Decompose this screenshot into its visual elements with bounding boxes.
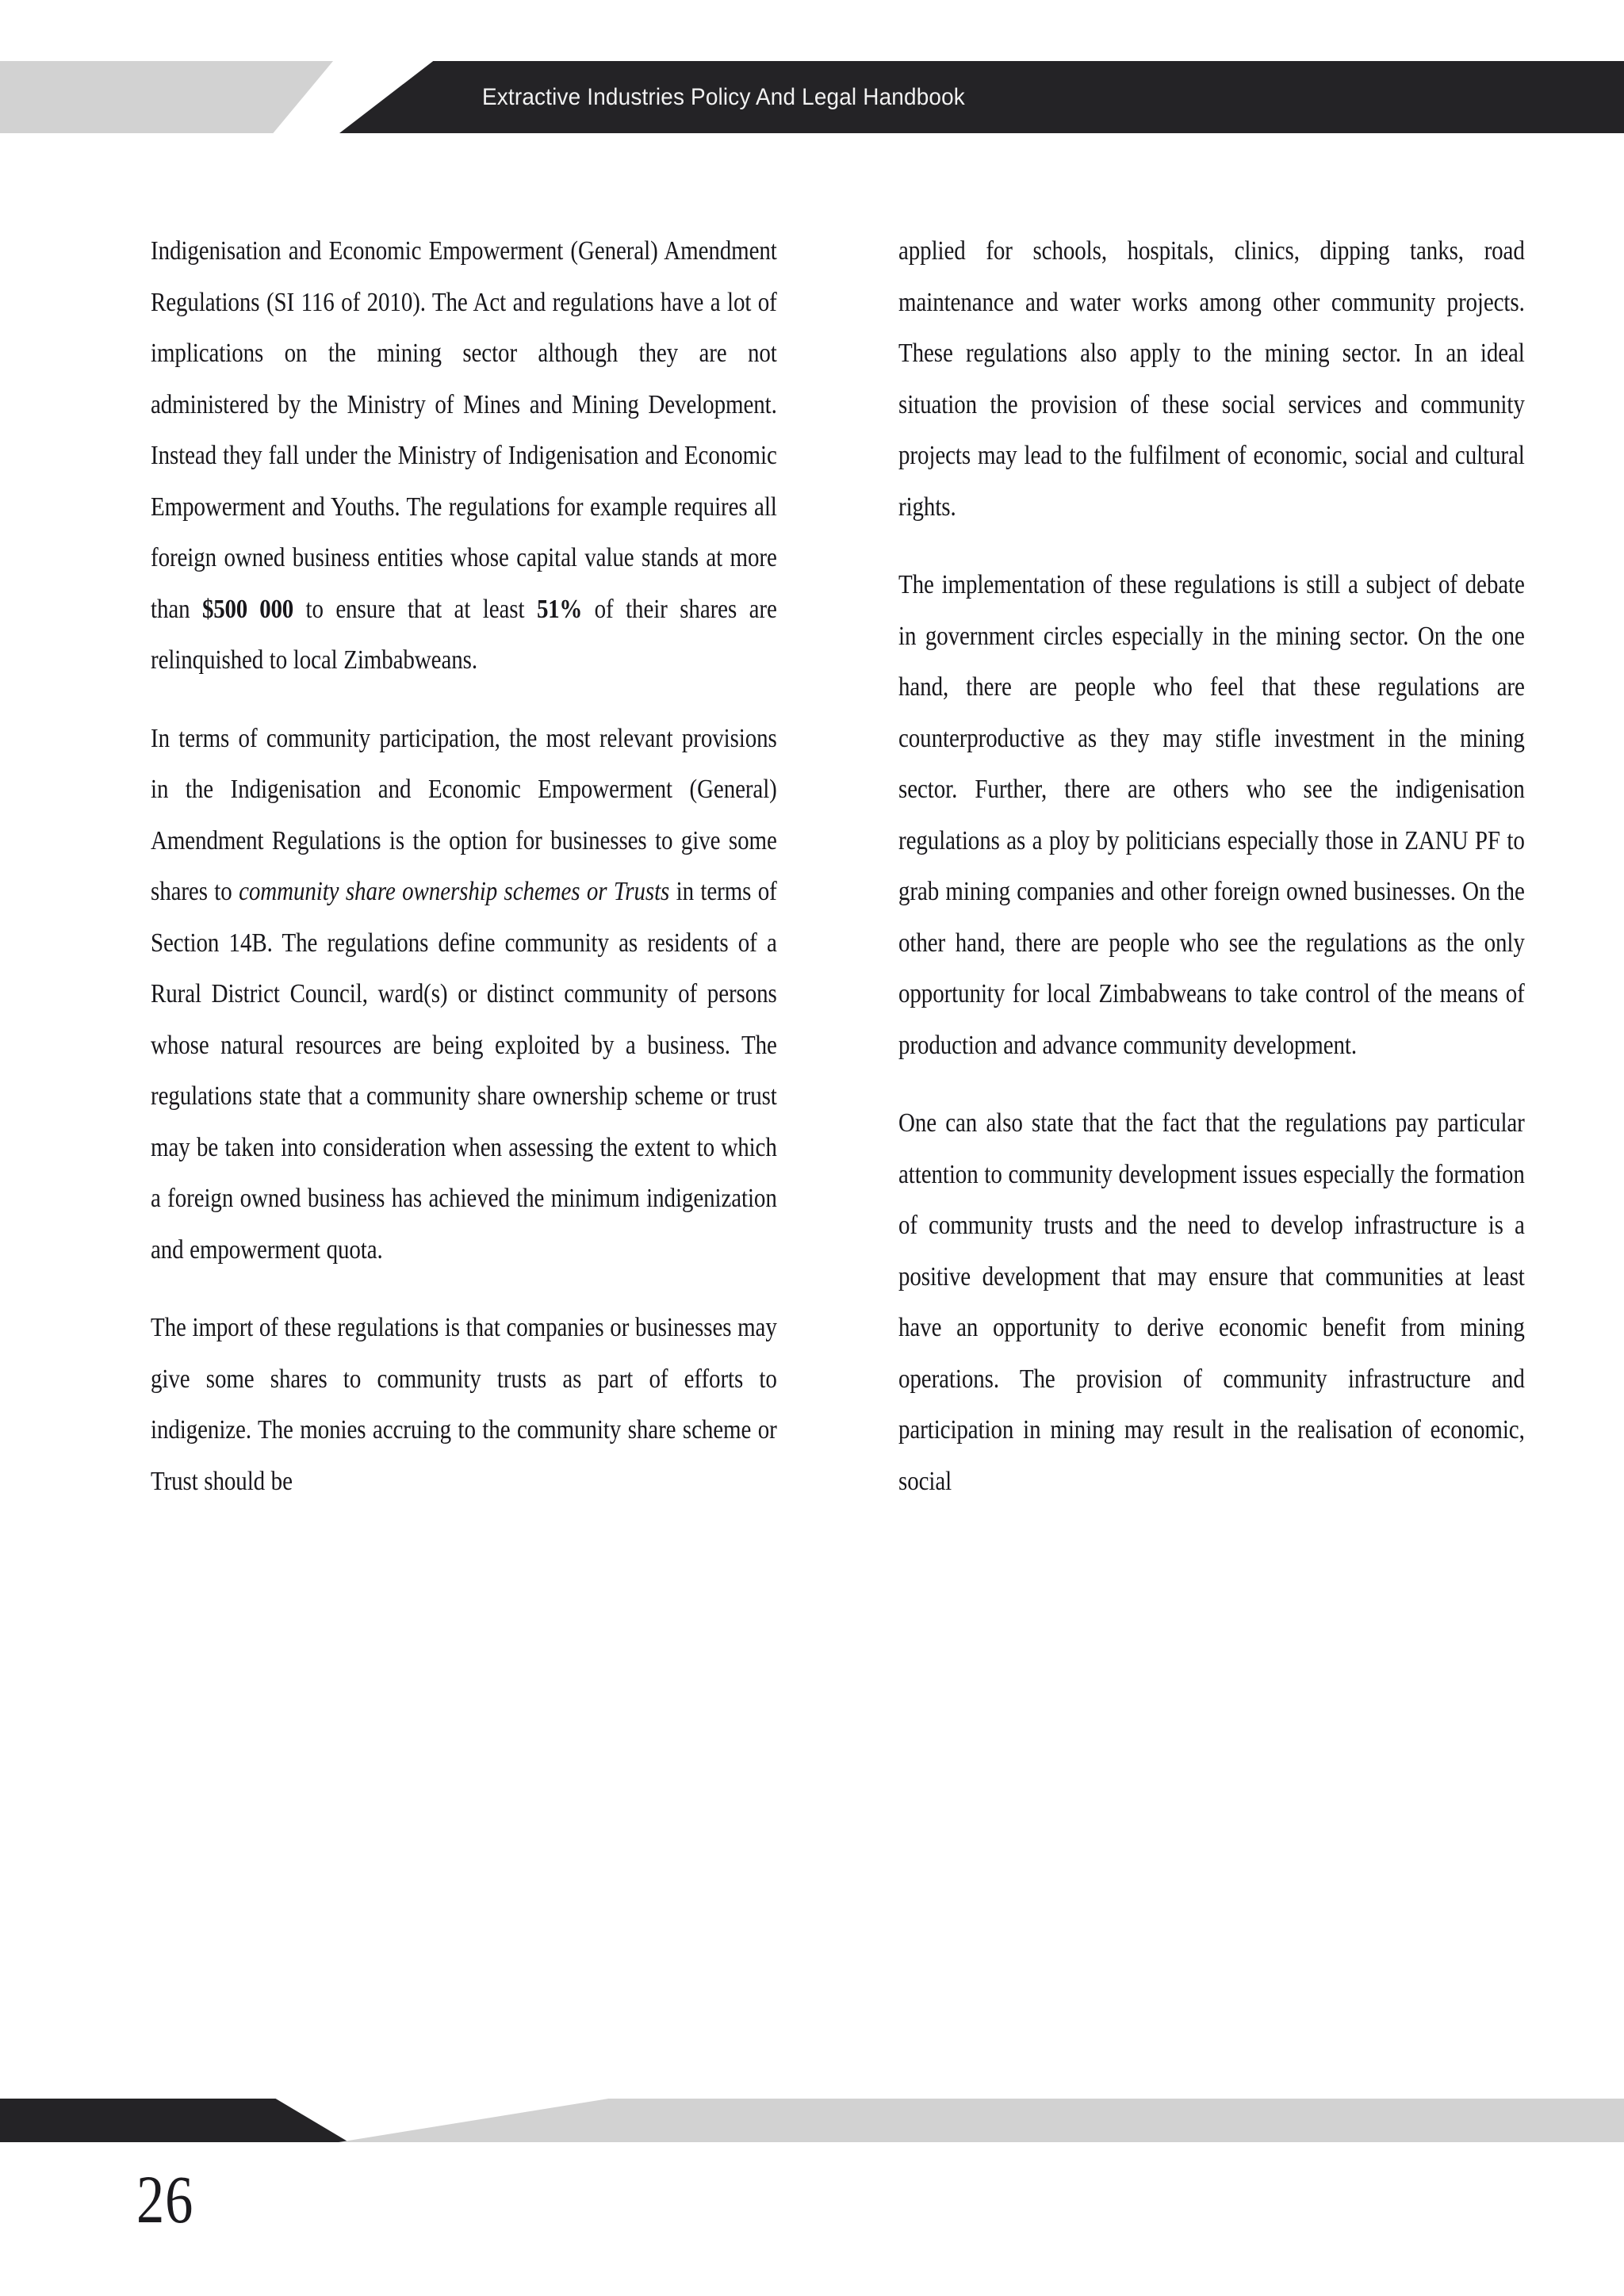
paragraph-right-2: The implementation of these regulations is still a subject of debate in government circles especially in the mining sector. On the one hand, there are people who feel that these regulations are counterproductive as they may stifle investment in the mining sector. Further, there are others who see the indigenisation regulations as a ploy by politicians especially those in ZANU PF to grab mining companies and other foreign owned businesses. On the other hand, there are people who see the regulations as the only opportunity for local Zimbabweans to take control of the means of production and advance community development.: [898, 570, 1525, 1060]
text-column-left: [151, 226, 777, 1507]
capital-value-amount: $500 000: [202, 594, 293, 624]
paragraph-left-3: The import of these regulations is that companies or businesses may give some shares to community trusts as part of efforts to indigenize. The monies accruing to the community share scheme or Trust should be: [151, 1313, 777, 1496]
share-percentage: 51%: [536, 594, 583, 624]
paragraph-right-3: One can also state that the fact that the regulations pay particular attention to community development issues especially the formation of community trusts and the need to develop infrastructure is a positive development that may ensure that communities at least have an opportunity to derive economic benefit from mining operations. The provision of community infrastructure and participation in mining may result in the realisation of economic, social: [898, 1108, 1525, 1496]
paragraph-left-1: Indigenisation and Economic Empowerment (General) Amendment Regulations (SI 116 of 2010). The Act and regulations have a lot of implications on the mining sector although they are not administered by the Ministry of Mines and Mining Development. Instead they fall under the Ministry of Indigenisation and Economic Empowerment and Youths. The regulations for example requires all foreign owned business entities whose capital value stands at more than $500 000 to ensure that at least 51% of their shares are relinquished to local Zimbabweans.: [151, 236, 777, 675]
page-footer: [0, 2093, 1624, 2296]
footer-dark-accent-shape: [0, 2099, 349, 2142]
text-column-right: [898, 226, 1525, 1507]
italic-emphasis-phrase: community share ownership schemes or Trusts: [239, 877, 670, 906]
page-number: 26: [136, 2161, 194, 2237]
paragraph-left-2: In terms of community participation, the most relevant provisions in the Indigenisation and Economic Empowerment (General) Amendment Regulations is the option for businesses to give some shares to community share ownership schemes or Trusts in terms of Section 14B. The regulations define community as residents of a Rural District Council, ward(s) or distinct community of persons whose natural resources are being exploited by a business. The regulations state that a community share ownership scheme or trust may be taken into consideration when assessing the extent to which a foreign owned business has achieved the minimum indigenization and empowerment quota.: [151, 723, 777, 1265]
footer-gray-accent-shape: [339, 2099, 1624, 2142]
running-header-title: Extractive Industries Policy And Legal Handbook: [482, 84, 965, 110]
paragraph-right-1: applied for schools, hospitals, clinics, dipping tanks, road maintenance and water works among other community projects. These regulations also apply to the mining sector. In an ideal situation the provision of these social services and community projects may lead to the fulfilment of economic, social and cultural rights.: [898, 236, 1525, 522]
